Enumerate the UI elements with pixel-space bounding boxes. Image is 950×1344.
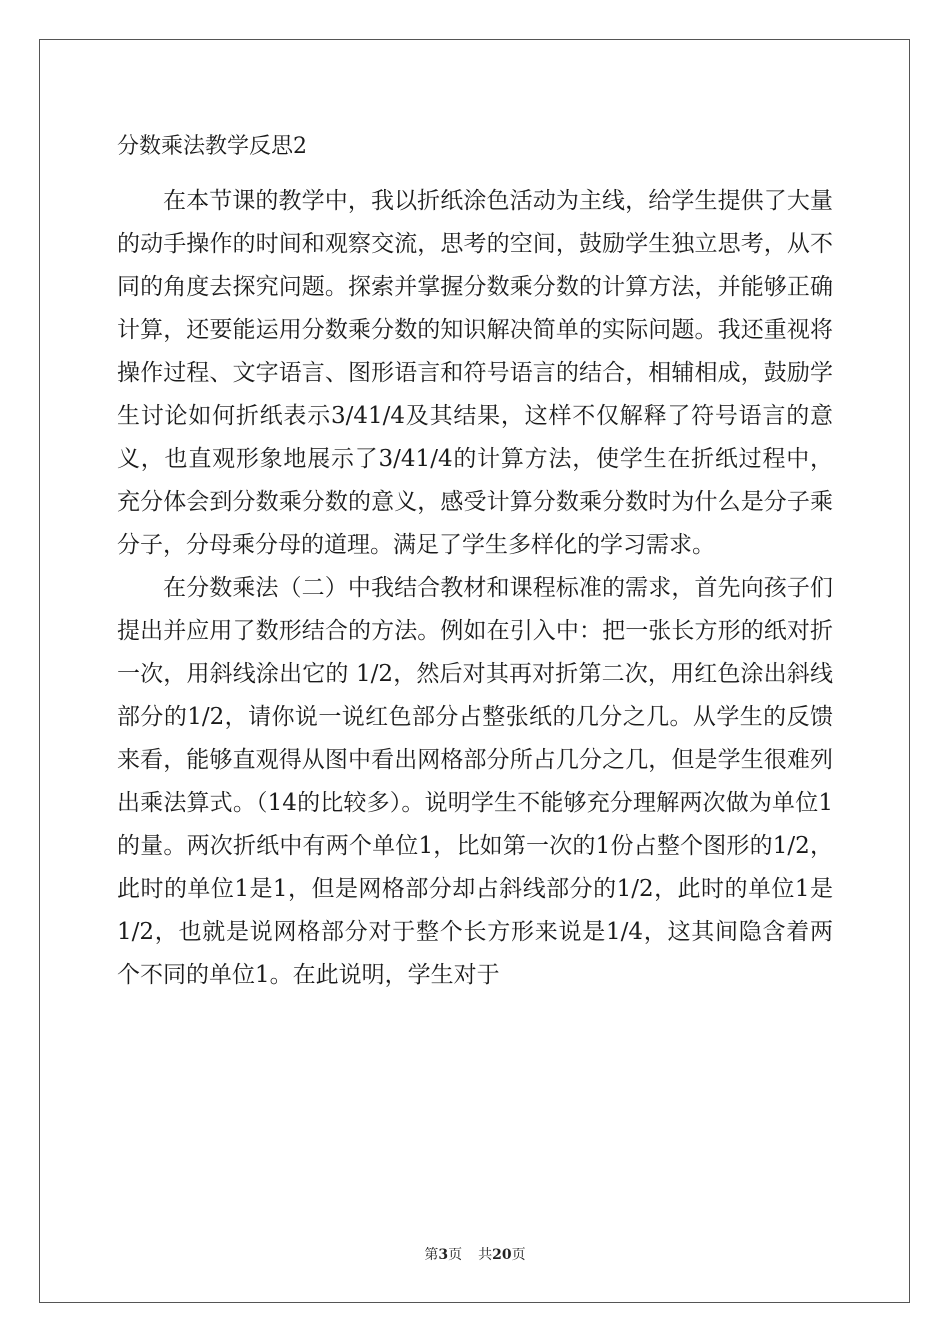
total-prefix: 共 <box>478 1247 493 1263</box>
document-title: 分数乘法教学反思2 <box>117 134 307 159</box>
paragraph-1: 在本节课的教学中，我以折纸涂色活动为主线，给学生提供了大量的动手操作的时间和观察交流，思考的空间，鼓励学生独立思考，从不同的角度去探究问题。探索并掌握分数乘分数的计算方法，并能够正确计算，还要能运用分数乘分数的知识解决简单的实际问题。我还重视将操作过程、文字语言、图形语言和符号语言的结合，相辅相成，鼓励学生讨论如何折纸表示3/41/4及其结果，这样不仅解释了符号语言的意义，也直观形象地展示了3/41/4的计算方法，使学生在折纸过程中，充分体会到分数乘分数的意义，感受计算分数乘分数时为什么是分子乘分子，分母乘分母的道理。满足了学生多样化的学习需求。 <box>117 188 833 558</box>
page-footer <box>0 1246 950 1264</box>
page-number: 3 <box>438 1247 449 1263</box>
paragraph-2: 在分数乘法（二）中我结合教材和课程标准的需求，首先向孩子们提出并应用了数形结合的方法。例如在引入中：把一张长方形的纸对折一次，用斜线涂出它的 1/2，然后对其再对折第二次，用红色涂出斜线部分的1/2，请你说一说红色部分占整张纸的几分之几。从学生的反馈来看，能够直观得从图中看出网格部分所占几分之几，但是学生很难列出乘法算式。（14的比较多）。说明学生不能够充分理解两次做为单位1的量。两次折纸中有两个单位1，比如第一次的1份占整个图形的1/2，此时的单位1是1，但是网格部分却占斜线部分的1/2，此时的单位1是1/2，也就是说网格部分对于整个长方形来说是1/4，这其间隐含着两个不同的单位1。在此说明，学生对于 <box>117 575 833 988</box>
total-unit: 页 <box>511 1247 526 1263</box>
page-prefix: 第 <box>424 1247 439 1263</box>
page-unit: 页 <box>448 1247 463 1263</box>
total-pages: 20 <box>492 1247 512 1263</box>
document-body <box>117 128 833 997</box>
